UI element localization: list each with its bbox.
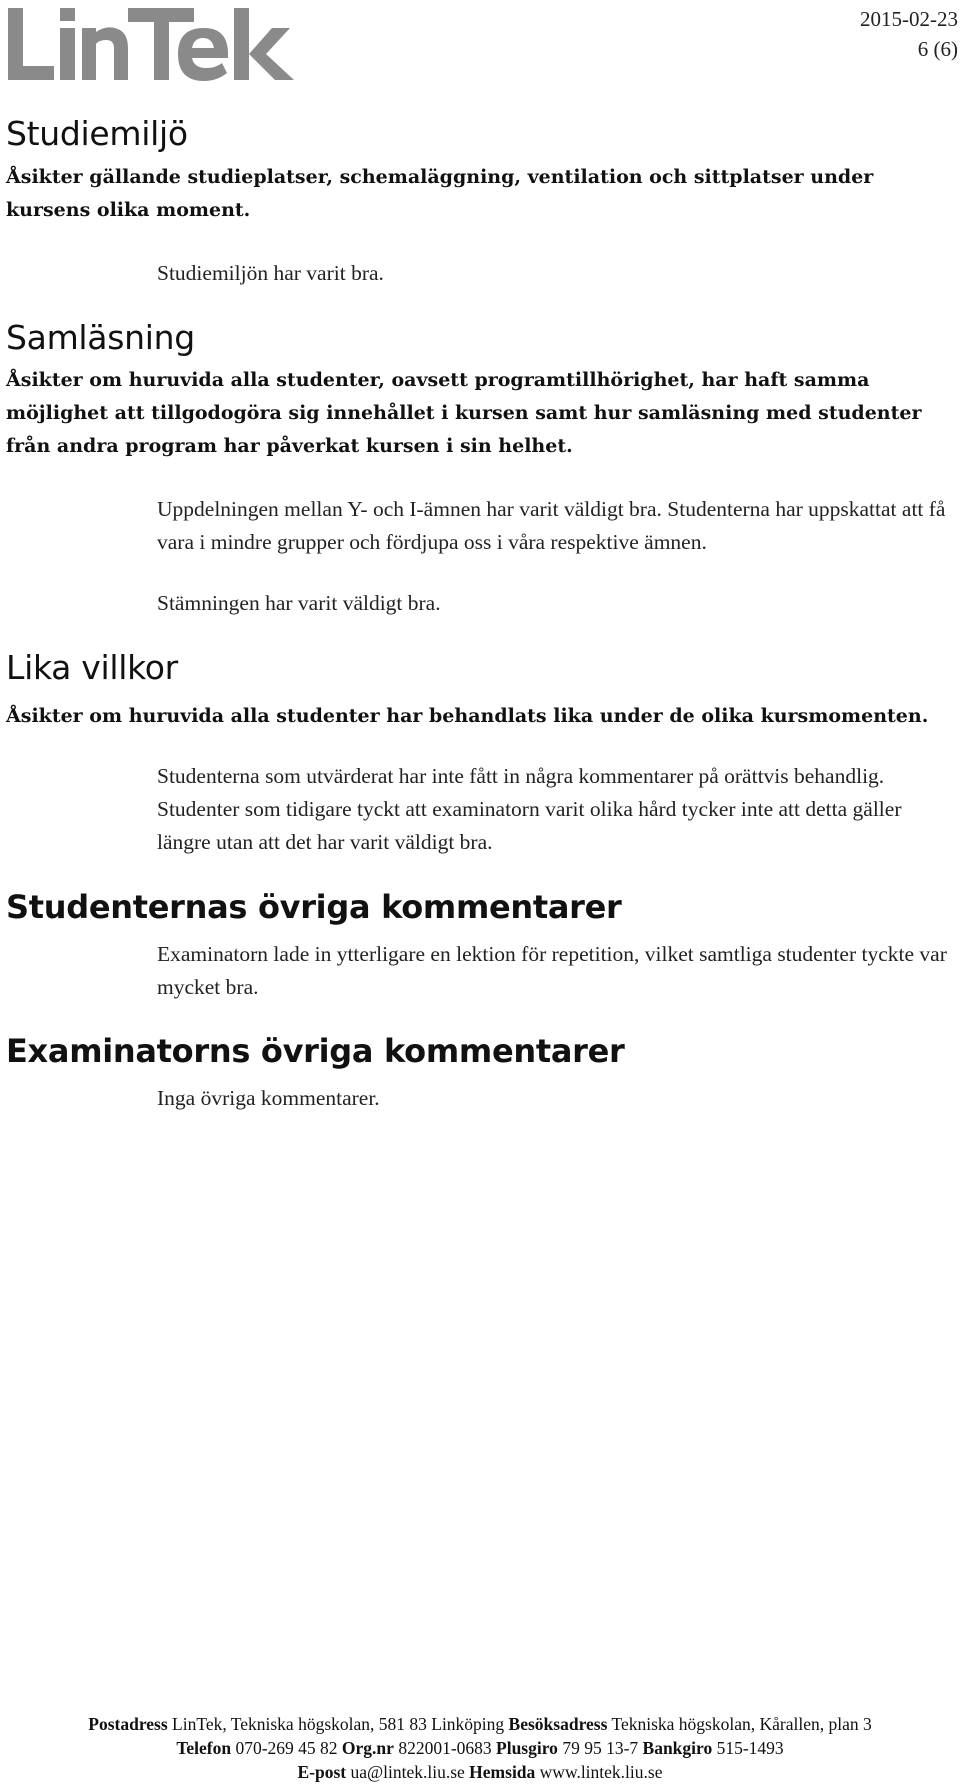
plusgiro-value: 79 95 13-7 bbox=[562, 1738, 639, 1758]
page-number: 6 (6) bbox=[917, 37, 958, 61]
footer-line-3 bbox=[0, 1760, 960, 1784]
section-answer-samlasning-1: Uppdelningen mellan Y- och I-ämnen har varit väldigt bra. Studenterna har uppskattat att få vara i mindre grupper och fördjupa oss i våra respektive ämnen. bbox=[157, 497, 946, 554]
section-answer-samlasning-2: Stämningen har varit väldigt bra. bbox=[157, 591, 441, 615]
hemsida-value[interactable]: www.lintek.liu.se bbox=[539, 1762, 663, 1782]
header-meta bbox=[860, 4, 958, 64]
telefon-label: Telefon bbox=[176, 1738, 232, 1758]
section-title-studenternas: Studenternas övriga kommentarer bbox=[6, 888, 622, 926]
document-date: 2015-02-23 bbox=[860, 7, 958, 31]
section-title-studiemiljo: Studiemiljö bbox=[6, 114, 188, 153]
lintek-logo bbox=[4, 2, 304, 82]
besoksadress-value: Tekniska högskolan, Kårallen, plan 3 bbox=[611, 1714, 872, 1734]
section-title-examinatorns: Examinatorns övriga kommentarer bbox=[6, 1032, 625, 1070]
postadress-label: Postadress bbox=[88, 1714, 168, 1734]
postadress-value: LinTek, Tekniska högskolan, 581 83 Linköping bbox=[172, 1714, 505, 1734]
footer-line-1 bbox=[0, 1712, 960, 1736]
plusgiro-label: Plusgiro bbox=[496, 1738, 558, 1758]
section-answer-studiemiljo: Studiemiljön har varit bra. bbox=[157, 261, 384, 285]
section-title-samlasning: Samläsning bbox=[6, 318, 195, 357]
bankgiro-label: Bankgiro bbox=[642, 1738, 713, 1758]
epost-value[interactable]: ua@lintek.liu.se bbox=[350, 1762, 465, 1782]
footer bbox=[0, 1712, 960, 1784]
section-title-lika-villkor: Lika villkor bbox=[6, 648, 178, 687]
section-answer-lika-villkor: Studenterna som utvärderat har inte fått in några kommentarer på orättvis behandlig. Studenter som tidigare tyckt att examinatorn varit olika hård tycker inte att detta gäller längre utan att det har varit väldigt bra. bbox=[157, 764, 902, 854]
telefon-value: 070-269 45 82 bbox=[235, 1738, 338, 1758]
epost-label: E-post bbox=[297, 1762, 347, 1782]
section-answer-studenternas: Examinatorn lade in ytterligare en lektion för repetition, vilket samtliga studenter tyckte var mycket bra. bbox=[157, 942, 947, 999]
bankgiro-value: 515-1493 bbox=[716, 1738, 784, 1758]
section-question-lika-villkor: Åsikter om huruvida alla studenter har behandlats lika under de olika kursmomenten. bbox=[6, 705, 929, 727]
section-question-samlasning: Åsikter om huruvida alla studenter, oavsett programtillhörighet, har haft samma möjlighet att tillgodogöra sig innehållet i kursen samt hur samläsning med studenter från andra program har påverkat kursen i sin helhet. bbox=[6, 369, 922, 457]
section-answer-examinatorns: Inga övriga kommentarer. bbox=[157, 1086, 380, 1110]
footer-line-2 bbox=[0, 1736, 960, 1760]
hemsida-label: Hemsida bbox=[469, 1762, 536, 1782]
section-question-studiemiljo: Åsikter gällande studieplatser, schemaläggning, ventilation och sittplatser under kursens olika moment. bbox=[6, 166, 874, 221]
besoksadress-label: Besöksadress bbox=[508, 1714, 608, 1734]
orgnr-value: 822001-0683 bbox=[398, 1738, 492, 1758]
orgnr-label: Org.nr bbox=[341, 1738, 394, 1758]
